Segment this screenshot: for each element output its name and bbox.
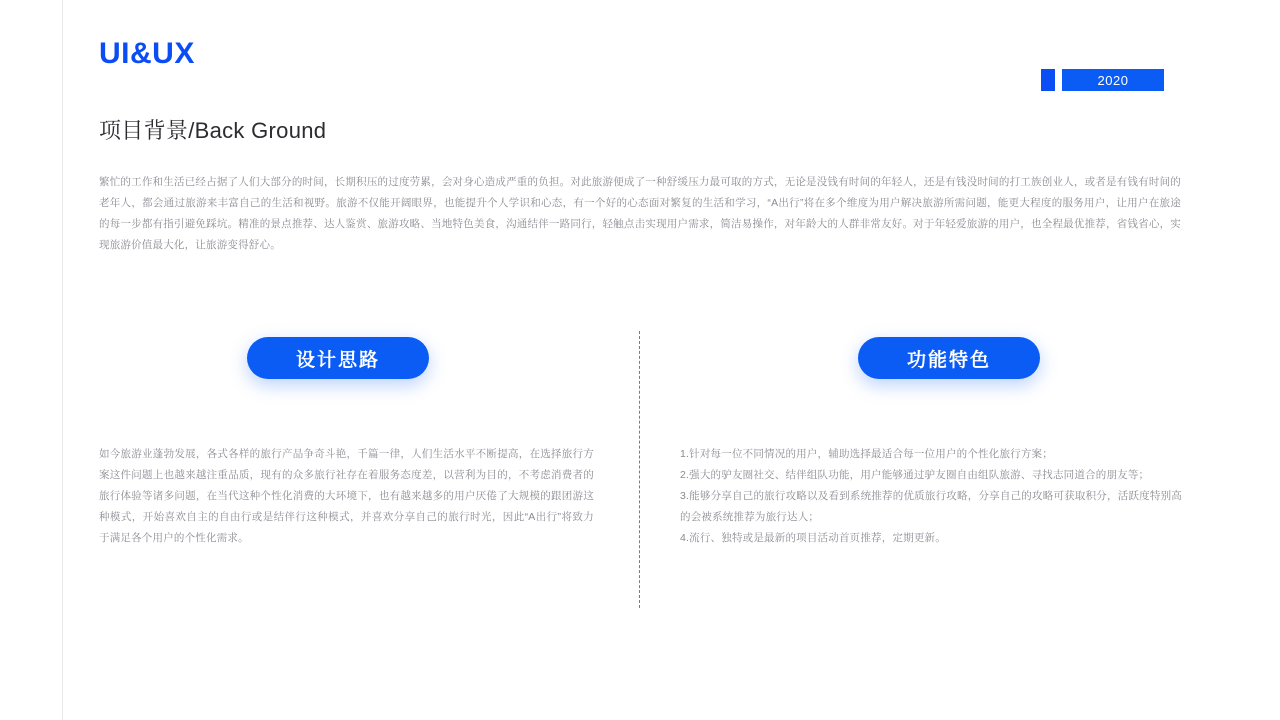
- year-badge: [1041, 69, 1164, 91]
- heading-feature-highlights: 功能特色: [858, 337, 1040, 379]
- list-item: 4.流行、独特或是最新的项目活动首页推荐，定期更新。: [680, 532, 946, 544]
- year-square-marker: [1041, 69, 1055, 91]
- logo-uiux: UI&UX: [99, 37, 195, 70]
- heading-design-approach: 设计思路: [247, 337, 429, 379]
- list-item: 1.针对每一位不同情况的用户，辅助选择最适合每一位用户的个性化旅行方案；: [680, 448, 1053, 460]
- feature-highlights-list: [680, 444, 1182, 549]
- page-title: 项目背景/Back Ground: [99, 118, 327, 143]
- list-item: 3.能够分享自己的旅行攻略以及看到系统推荐的优质旅行攻略，分享自己的攻略可获取积分，活跃度特别高的会被系统推荐为旅行达人；: [680, 490, 1182, 523]
- intro-paragraph: 繁忙的工作和生活已经占据了人们大部分的时间，长期积压的过度劳累，会对身心造成严重的负担。对此旅游便成了一种舒缓压力最可取的方式，无论是没钱有时间的年轻人，还是有钱没时间的打工族创业人，或者是有钱有时间的老年人，都会通过旅游来丰富自己的生活和视野。旅游不仅能开阔眼界，也能提升个人学识和心态，有一个好的心态面对繁复的生活和学习，“A出行”将在多个维度为用户解决旅游所需问题，能更大程度的服务用户，让用户在旅途的每一步都有指引避免踩坑。精准的景点推荐、达人鉴赏、旅游攻略、当地特色美食，沟通结伴一路同行，轻触点击实现用户需求，简洁易操作，对年龄大的人群非常友好。对于年轻爱旅游的用户，也全程最优推荐，省钱省心，实现旅游价值最大化，让旅游变得舒心。: [99, 176, 1181, 251]
- year-gap-spacer: [1055, 69, 1062, 91]
- design-approach-body: 如今旅游业蓬勃发展，各式各样的旅行产品争奇斗艳，千篇一律，人们生活水平不断提高，在选择旅行方案这件问题上也越来越注重品质，现有的众多旅行社存在着服务态度差，以营利为目的，不考虑消费者的旅行体验等诸多问题，在当代这种个性化消费的大环境下，也有越来越多的用户厌倦了大规模的跟团游这种模式，开始喜欢自主的自由行或是结伴行这种模式，并喜欢分享自己的旅行时光，因此“A出行”将致力于满足各个用户的个性化需求。: [99, 448, 594, 544]
- left-edge-rule: [62, 0, 63, 720]
- year-label: 2020: [1062, 69, 1164, 91]
- column-divider: [639, 331, 640, 608]
- list-item: 2.强大的驴友圈社交、结伴组队功能，用户能够通过驴友圈自由组队旅游、寻找志同道合的朋友等；: [680, 469, 1150, 481]
